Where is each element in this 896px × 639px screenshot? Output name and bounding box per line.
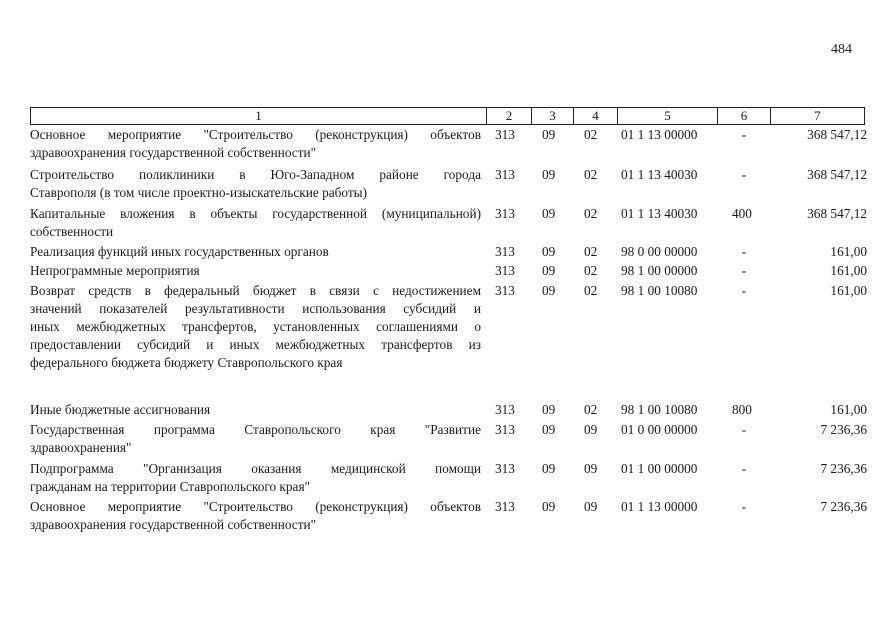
cell-col-3: 09 — [542, 499, 556, 514]
row-description — [30, 126, 481, 162]
cell-col-3: 09 — [542, 402, 556, 417]
header-col-7: 7 — [770, 108, 864, 124]
cell-col-6: 400 — [732, 206, 752, 221]
header-col-1: 1 — [255, 108, 262, 123]
cell-col-6: 800 — [732, 402, 752, 417]
cell-col-7: 7 236,36 — [820, 461, 867, 476]
row-description — [30, 243, 481, 261]
cell-col-7: 7 236,36 — [820, 499, 867, 514]
row-description — [30, 282, 481, 372]
header-col-5: 5 — [617, 108, 717, 124]
cell-col-6: - — [741, 167, 747, 182]
description-line: Ставрополя (в том числе проектно-изыскательские работы) — [30, 185, 368, 200]
description-line: Иные бюджетные ассигнования — [30, 402, 211, 417]
header-col-4: 4 — [573, 108, 617, 124]
cell-col-5: 01 1 13 40030 — [621, 167, 698, 182]
cell-col-2: 313 — [495, 206, 515, 221]
row-description — [30, 166, 481, 202]
cell-col-5: 98 1 00 10080 — [621, 283, 698, 298]
description-line: федерального бюджета бюджету Ставропольского края — [30, 355, 343, 370]
cell-col-2: 313 — [495, 499, 515, 514]
description-line: гражданам на территории Ставропольского края" — [30, 479, 310, 494]
cell-col-6: - — [741, 263, 747, 278]
cell-col-4: 09 — [584, 461, 598, 476]
cell-col-2: 313 — [495, 167, 515, 182]
row-description — [30, 460, 481, 496]
description-line: Основное мероприятие "Строительство (реконструкция) объектов — [30, 127, 481, 142]
row-description — [30, 498, 481, 534]
cell-col-3: 09 — [542, 263, 556, 278]
description-line: Строительство поликлиники в Юго-Западном районе города — [30, 167, 481, 182]
row-description — [30, 401, 481, 419]
cell-col-3: 09 — [542, 461, 556, 476]
description-line: Государственная программа Ставропольского края "Развитие — [30, 422, 481, 437]
description-line: предоставлении субсидий и иных межбюджетных трансфертов из — [30, 337, 481, 352]
cell-col-6: - — [741, 283, 747, 298]
cell-col-4: 02 — [584, 263, 598, 278]
header-col-3: 3 — [531, 108, 573, 124]
row-description — [30, 421, 481, 457]
cell-col-6: - — [741, 127, 747, 142]
row-description — [30, 262, 481, 280]
cell-col-3: 09 — [542, 206, 556, 221]
cell-col-5: 01 1 13 00000 — [621, 127, 698, 142]
description-line: здравоохранения государственной собственности" — [30, 145, 317, 160]
cell-col-3: 09 — [542, 244, 556, 259]
cell-col-2: 313 — [495, 461, 515, 476]
description-line: Основное мероприятие "Строительство (реконструкция) объектов — [30, 499, 481, 514]
cell-col-7: 161,00 — [830, 244, 867, 259]
cell-col-4: 02 — [584, 206, 598, 221]
cell-col-7: 161,00 — [830, 263, 867, 278]
description-line: иных межбюджетных трансфертов, установленных соглашениями о — [30, 319, 481, 334]
description-line: здравоохранения государственной собственности" — [30, 517, 317, 532]
cell-col-7: 7 236,36 — [820, 422, 867, 437]
header-col-2: 2 — [486, 108, 531, 124]
cell-col-3: 09 — [542, 283, 556, 298]
cell-col-3: 09 — [542, 167, 556, 182]
cell-col-6: - — [741, 422, 747, 437]
cell-col-7: 368 547,12 — [807, 167, 867, 182]
cell-col-5: 01 1 13 40030 — [621, 206, 698, 221]
description-line: значений показателей результативности использования субсидий и — [30, 301, 481, 316]
cell-col-5: 01 1 13 00000 — [621, 499, 698, 514]
cell-col-5: 98 1 00 10080 — [621, 402, 698, 417]
cell-col-7: 161,00 — [830, 402, 867, 417]
cell-col-2: 313 — [495, 263, 515, 278]
description-line: собственности — [30, 224, 114, 239]
cell-col-4: 02 — [584, 167, 598, 182]
cell-col-6: - — [741, 499, 747, 514]
cell-col-5: 98 1 00 00000 — [621, 263, 698, 278]
cell-col-3: 09 — [542, 127, 556, 142]
description-line: здравоохранения" — [30, 440, 132, 455]
cell-col-6: - — [741, 461, 747, 476]
description-line: Реализация функций иных государственных органов — [30, 244, 329, 259]
cell-col-4: 09 — [584, 499, 598, 514]
description-line: Капитальные вложения в объекты государственной (муниципальной) — [30, 206, 481, 221]
cell-col-4: 02 — [584, 244, 598, 259]
cell-col-5: 01 0 00 00000 — [621, 422, 698, 437]
description-line: Непрограммные мероприятия — [30, 263, 200, 278]
cell-col-4: 02 — [584, 127, 598, 142]
cell-col-4: 09 — [584, 422, 598, 437]
cell-col-7: 161,00 — [830, 283, 867, 298]
cell-col-2: 313 — [495, 244, 515, 259]
row-description — [30, 205, 481, 241]
header-col-6: 6 — [717, 108, 770, 124]
cell-col-4: 02 — [584, 283, 598, 298]
cell-col-7: 368 547,12 — [807, 206, 867, 221]
description-line: Возврат средств в федеральный бюджет в связи с недостижением — [30, 283, 481, 298]
page-number: 484 — [831, 42, 852, 57]
cell-col-5: 01 1 00 00000 — [621, 461, 698, 476]
cell-col-2: 313 — [495, 422, 515, 437]
cell-col-2: 313 — [495, 402, 515, 417]
cell-col-2: 313 — [495, 283, 515, 298]
cell-col-2: 313 — [495, 127, 515, 142]
cell-col-4: 02 — [584, 402, 598, 417]
table-header — [30, 107, 865, 125]
cell-col-7: 368 547,12 — [807, 127, 867, 142]
cell-col-3: 09 — [542, 422, 556, 437]
cell-col-6: - — [741, 244, 747, 259]
cell-col-5: 98 0 00 00000 — [621, 244, 698, 259]
description-line: Подпрограмма "Организация оказания медицинской помощи — [30, 461, 481, 476]
